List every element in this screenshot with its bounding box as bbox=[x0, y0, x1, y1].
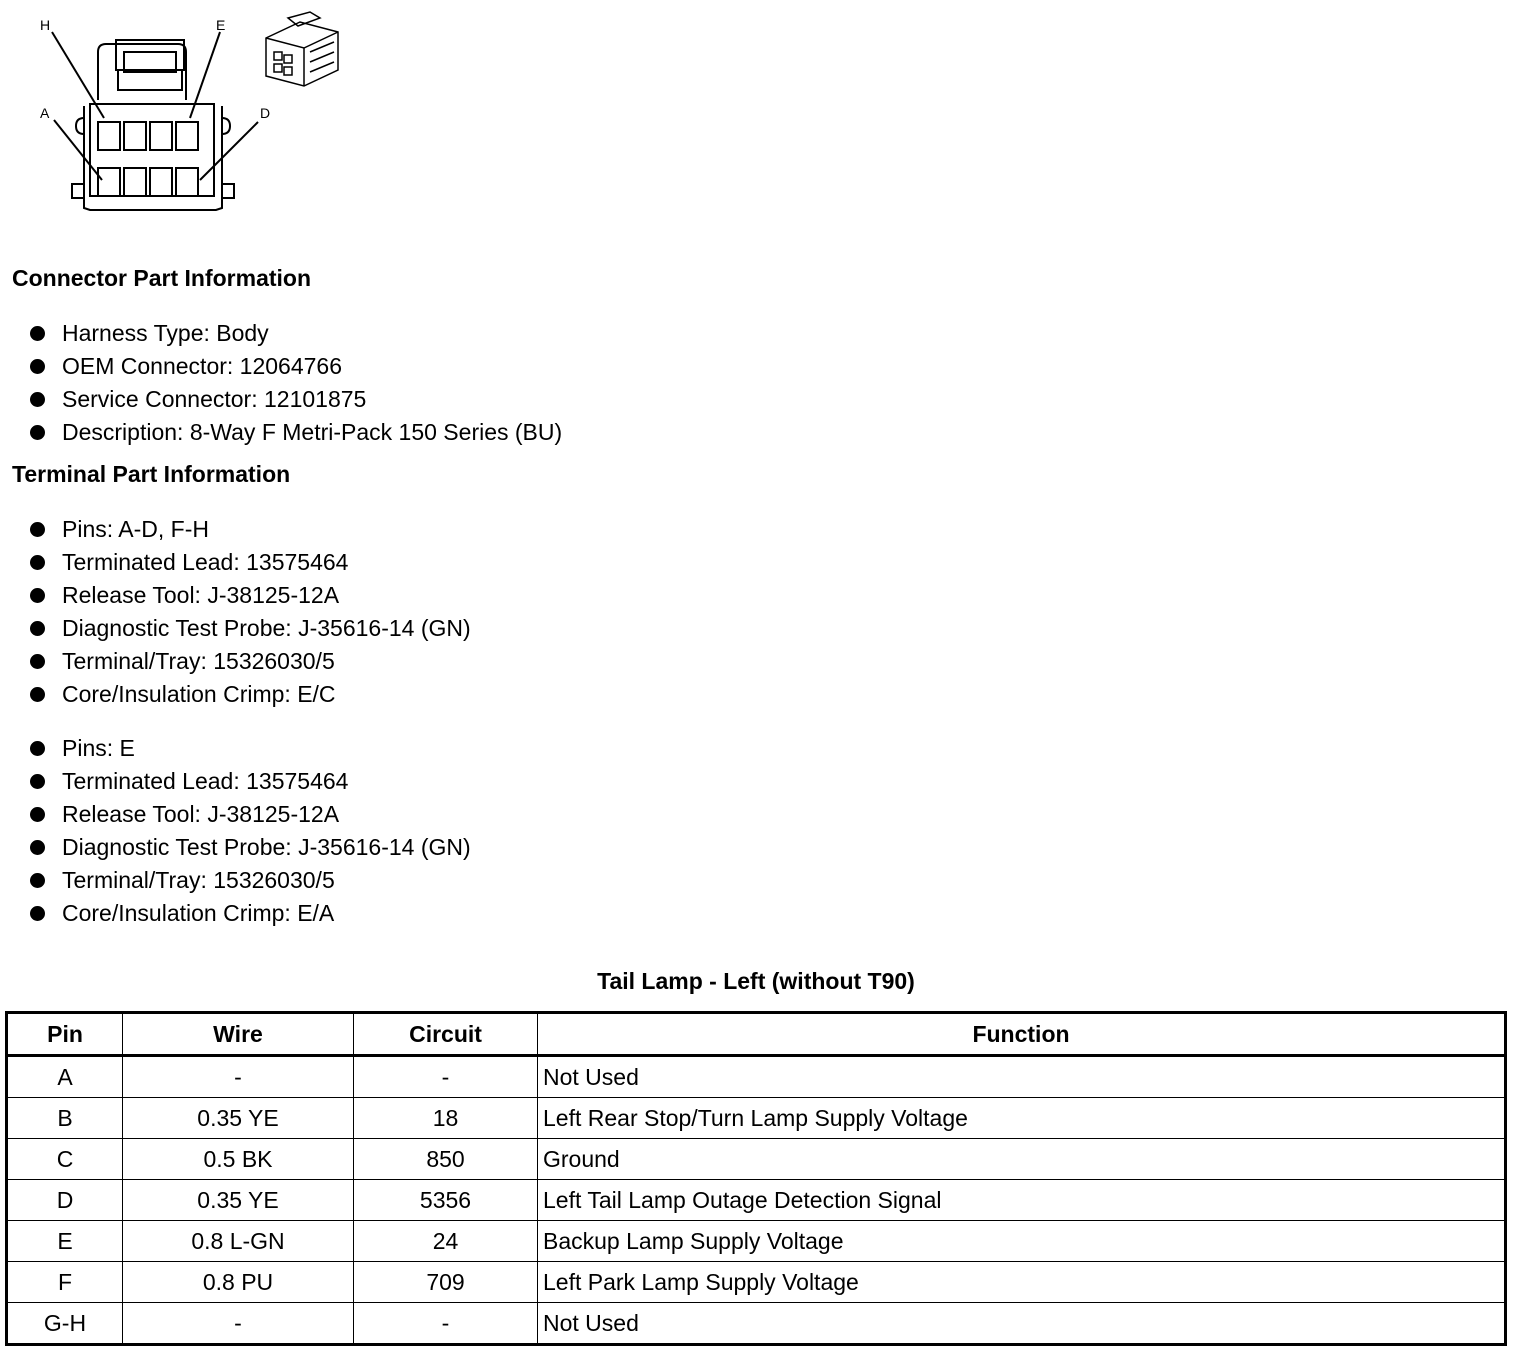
list-item: Terminal/Tray: 15326030/5 bbox=[28, 864, 471, 897]
table-row bbox=[7, 1303, 1506, 1345]
wire-cell: 0.35 YE bbox=[123, 1180, 354, 1221]
column-header-function: Function bbox=[538, 1013, 1506, 1056]
pin-label-e: E bbox=[216, 17, 226, 33]
bullet-icon bbox=[30, 687, 45, 702]
function-cell: Left Park Lamp Supply Voltage bbox=[538, 1262, 1506, 1303]
bullet-icon bbox=[30, 741, 45, 756]
connector-face-diagram bbox=[20, 8, 360, 223]
bullet-icon bbox=[30, 522, 45, 537]
pin-label-a: A bbox=[40, 105, 50, 121]
bullet-icon bbox=[30, 807, 45, 822]
bullet-icon bbox=[30, 359, 45, 374]
bullet-icon bbox=[30, 621, 45, 636]
wire-cell: - bbox=[123, 1303, 354, 1345]
column-header-circuit: Circuit bbox=[354, 1013, 538, 1056]
list-item: Diagnostic Test Probe: J-35616-14 (GN) bbox=[28, 612, 471, 645]
list-item: Release Tool: J-38125-12A bbox=[28, 579, 471, 612]
bullet-icon bbox=[30, 774, 45, 789]
table-row bbox=[7, 1056, 1506, 1098]
table-row bbox=[7, 1180, 1506, 1221]
terminal-group-2-list bbox=[28, 732, 471, 930]
list-item: Pins: E bbox=[28, 732, 471, 765]
function-cell: Ground bbox=[538, 1139, 1506, 1180]
function-cell: Left Rear Stop/Turn Lamp Supply Voltage bbox=[538, 1098, 1506, 1139]
list-item: Terminated Lead: 13575464 bbox=[28, 765, 471, 798]
column-header-pin: Pin bbox=[7, 1013, 123, 1056]
bullet-icon bbox=[30, 873, 45, 888]
pin-cell: C bbox=[7, 1139, 123, 1180]
list-item: Harness Type: Body bbox=[28, 317, 562, 350]
list-item: Core/Insulation Crimp: E/C bbox=[28, 678, 471, 711]
pin-cell: G-H bbox=[7, 1303, 123, 1345]
list-item: Core/Insulation Crimp: E/A bbox=[28, 897, 471, 930]
list-item: Diagnostic Test Probe: J-35616-14 (GN) bbox=[28, 831, 471, 864]
list-item: Terminal/Tray: 15326030/5 bbox=[28, 645, 471, 678]
list-item: Pins: A-D, F-H bbox=[28, 513, 471, 546]
bullet-icon bbox=[30, 425, 45, 440]
terminal-group-1-list bbox=[28, 513, 471, 711]
circuit-cell: - bbox=[354, 1303, 538, 1345]
pin-table bbox=[5, 1011, 1507, 1346]
pin-cell: D bbox=[7, 1180, 123, 1221]
pin-cell: F bbox=[7, 1262, 123, 1303]
function-cell: Not Used bbox=[538, 1056, 1506, 1098]
bullet-icon bbox=[30, 906, 45, 921]
pin-label-h: H bbox=[40, 17, 51, 33]
wire-cell: 0.8 L-GN bbox=[123, 1221, 354, 1262]
table-row bbox=[7, 1262, 1506, 1303]
circuit-cell: - bbox=[354, 1056, 538, 1098]
circuit-cell: 24 bbox=[354, 1221, 538, 1262]
connector-thumbnail-icon bbox=[266, 12, 338, 86]
wire-cell: 0.5 BK bbox=[123, 1139, 354, 1180]
list-item: OEM Connector: 12064766 bbox=[28, 350, 562, 383]
connector-part-info-list bbox=[28, 317, 562, 449]
wire-cell: - bbox=[123, 1056, 354, 1098]
table-row bbox=[7, 1098, 1506, 1139]
list-item: Description: 8-Way F Metri-Pack 150 Series (BU) bbox=[28, 416, 562, 449]
pin-table-title: Tail Lamp - Left (without T90) bbox=[597, 968, 915, 994]
function-cell: Left Tail Lamp Outage Detection Signal bbox=[538, 1180, 1506, 1221]
pin-cell: E bbox=[7, 1221, 123, 1262]
terminal-part-info-heading: Terminal Part Information bbox=[12, 461, 291, 487]
wire-cell: 0.8 PU bbox=[123, 1262, 354, 1303]
table-header-row bbox=[7, 1013, 1506, 1056]
circuit-cell: 5356 bbox=[354, 1180, 538, 1221]
bullet-icon bbox=[30, 840, 45, 855]
table-row bbox=[7, 1139, 1506, 1180]
bullet-icon bbox=[30, 392, 45, 407]
pin-cell: B bbox=[7, 1098, 123, 1139]
pin-label-d: D bbox=[260, 105, 271, 121]
connector-part-info-heading: Connector Part Information bbox=[12, 265, 312, 291]
table-row bbox=[7, 1221, 1506, 1262]
list-item: Release Tool: J-38125-12A bbox=[28, 798, 471, 831]
bullet-icon bbox=[30, 588, 45, 603]
list-item: Terminated Lead: 13575464 bbox=[28, 546, 471, 579]
bullet-icon bbox=[30, 555, 45, 570]
function-cell: Not Used bbox=[538, 1303, 1506, 1345]
list-item: Service Connector: 12101875 bbox=[28, 383, 562, 416]
pin-cell: A bbox=[7, 1056, 123, 1098]
circuit-cell: 709 bbox=[354, 1262, 538, 1303]
bullet-icon bbox=[30, 326, 45, 341]
circuit-cell: 850 bbox=[354, 1139, 538, 1180]
bullet-icon bbox=[30, 654, 45, 669]
circuit-cell: 18 bbox=[354, 1098, 538, 1139]
column-header-wire: Wire bbox=[123, 1013, 354, 1056]
wire-cell: 0.35 YE bbox=[123, 1098, 354, 1139]
function-cell: Backup Lamp Supply Voltage bbox=[538, 1221, 1506, 1262]
